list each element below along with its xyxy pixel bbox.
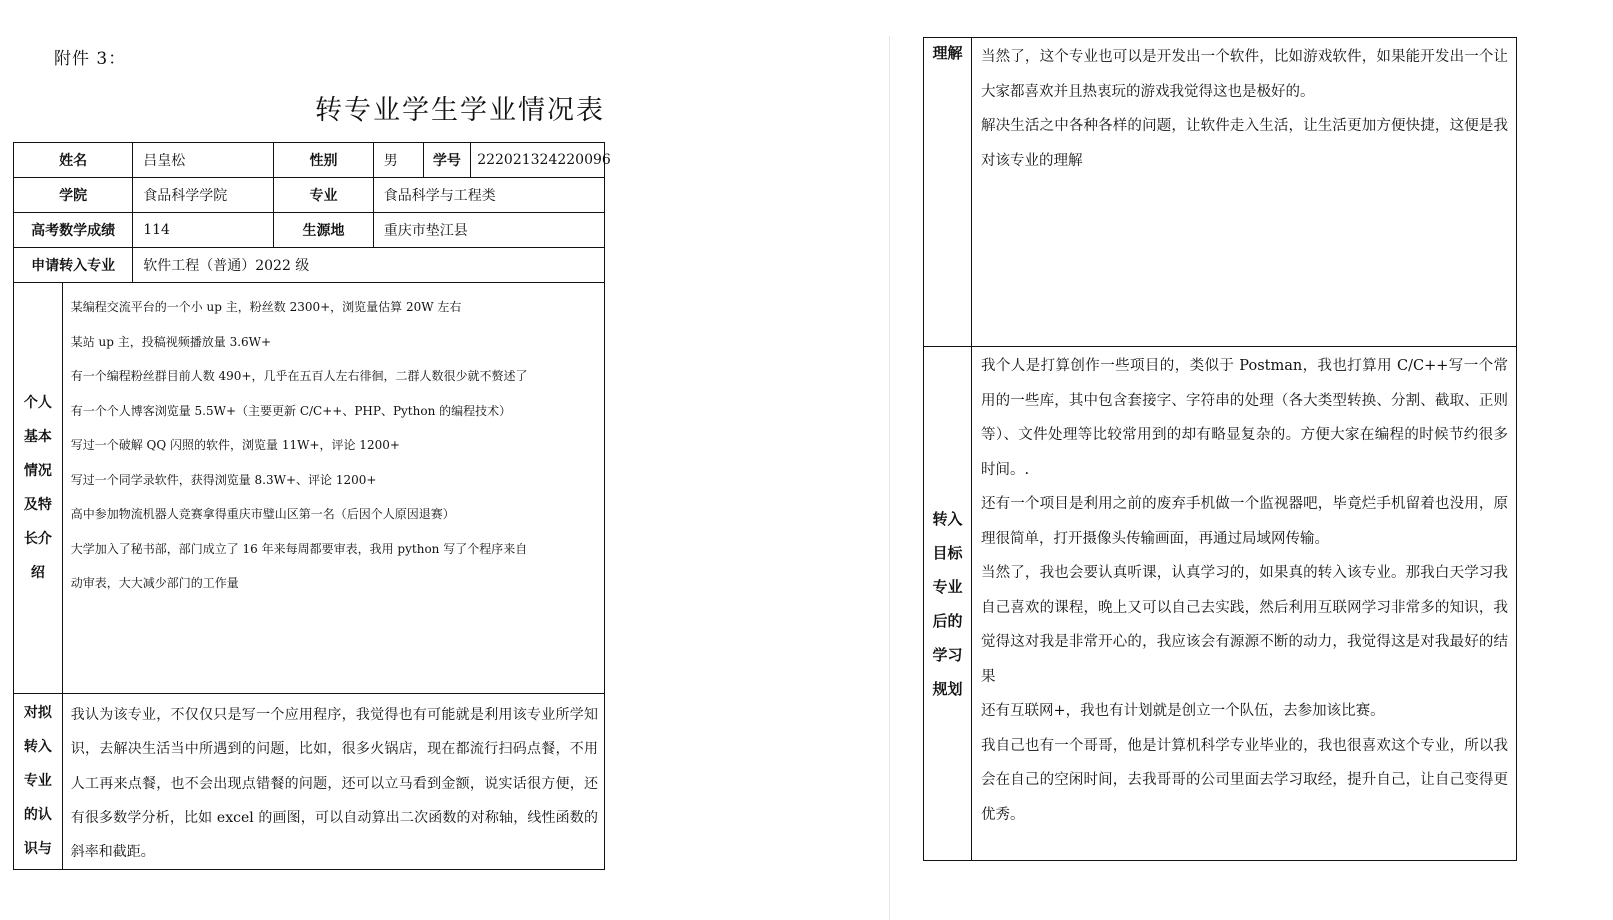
- label-char: 专业: [23, 773, 52, 789]
- origin-label: 生源地: [274, 213, 374, 248]
- label-char: 情况: [23, 463, 52, 479]
- list-item: 有一个编程粉丝群目前人数 490+，几乎在五百人左右徘徊，二群人数很少就不赘述了: [70, 369, 528, 383]
- gender-label: 性别: [274, 143, 374, 178]
- table-row: [14, 213, 605, 248]
- understanding-continued-label: 理解: [924, 38, 972, 347]
- major-label: 专业: [274, 178, 374, 213]
- label-char: 学习: [932, 645, 963, 664]
- table-row: [14, 694, 605, 870]
- student-id-value: 222021324220096: [471, 143, 605, 178]
- apply-major-label: 申请转入专业: [14, 248, 133, 283]
- table-row: [14, 248, 605, 283]
- label-char: 专业: [932, 577, 963, 596]
- major-value: 食品科学与工程类: [373, 178, 604, 213]
- label-char: 转入: [932, 509, 963, 528]
- label-char: 目标: [932, 543, 963, 562]
- origin-value: 重庆市垫江县: [373, 213, 604, 248]
- student-info-table: [13, 142, 611, 870]
- list-item: 大学加入了秘书部，部门成立了 16 年来每周都要审表，我用 python 写了个程序来自: [70, 541, 528, 556]
- understanding-label: [14, 694, 63, 870]
- paragraph: 当然了，这个专业也可以是开发出一个软件，比如游戏软件，如果能开发出一个让大家都喜欢并且热衷玩的游戏我觉得这也是极好的。: [981, 49, 1508, 100]
- list-item: 写过一个破解 QQ 闪照的软件，浏览量 11W+，评论 1200+: [70, 438, 400, 452]
- label-char: 转入: [23, 739, 52, 755]
- list-item: 写过一个同学录软件，获得浏览量 8.3W+、评论 1200+: [70, 472, 377, 487]
- label-char: 的认: [23, 807, 52, 823]
- paragraph: 当然了，我也会要认真听课，认真学习的，如果真的转入该专业。那我白天学习我自己喜欢的课程，晚上又可以自己去实践，然后利用互联网学习非常多的知识，我觉得这对我是非常开心的，我应该会有源源不断的动力，我觉得这是对我最好的结果: [981, 565, 1508, 685]
- paragraph: 我自己也有一个哥哥，他是计算机科学专业毕业的，我也很喜欢这个专业，所以我会在自己的空闲时间，去我哥哥的公司里面去学习取经，提升自己，让自己变得更优秀。: [981, 737, 1508, 823]
- label-char: 识与: [23, 841, 52, 857]
- math-score-label: 高考数学成绩: [14, 213, 133, 248]
- table-row: [14, 283, 605, 694]
- list-item: 某站 up 主，投稿视频播放量 3.6W+: [70, 334, 272, 349]
- attachment-label: 附件 3：: [54, 49, 127, 69]
- label-char: 基本: [23, 429, 52, 445]
- table-row: [924, 38, 1517, 347]
- table-row: [924, 347, 1517, 861]
- college-label: 学院: [14, 178, 133, 213]
- label-char: 规划: [932, 679, 963, 698]
- list-item: 高中参加物流机器人竞赛拿得重庆市璧山区第一名（后因个人原因退赛）: [70, 507, 455, 521]
- study-plan-label: [924, 347, 972, 861]
- math-score-value: 114: [133, 213, 274, 248]
- study-plan-content: [972, 347, 1517, 861]
- paragraph: 还有一个项目是利用之前的废弃手机做一个监视器吧，毕竟烂手机留着也没用，原理很简单，打开摄像头传输画面，再通过局域网传输。: [981, 496, 1508, 547]
- name-value: 吕皇松: [133, 143, 274, 178]
- label-char: 绍: [30, 565, 45, 581]
- list-item: 某编程交流平台的一个小 up 主，粉丝数 2300+，浏览量估算 20W 左右: [70, 300, 462, 314]
- label-char: 及特: [23, 497, 52, 513]
- paragraph: 解决生活之中各种各样的问题，让软件走入生活，让生活更加方便快捷，这便是我对该专业的理解: [981, 118, 1508, 169]
- label-char: 长介: [23, 531, 52, 547]
- understanding-continued-content: [972, 38, 1517, 347]
- list-item: 动审表，大大减少部门的工作量: [70, 576, 239, 590]
- paragraph: 还有互联网+，我也有计划就是创立一个队伍，去参加该比赛。: [981, 703, 1385, 719]
- label-char: 后的: [932, 611, 963, 630]
- personal-info-label: [14, 283, 63, 694]
- list-item: 有一个个人博客浏览量 5.5W+（主要更新 C/C++、PHP、Python 的编程技术）: [70, 403, 512, 418]
- label-char: 个人: [23, 395, 52, 411]
- name-label: 姓名: [14, 143, 133, 178]
- table-row: [14, 178, 605, 213]
- table-row: [14, 143, 605, 178]
- paragraph: 我个人是打算创作一些项目的，类似于 Postman，我也打算用 C/C++写一个常用的一些库，其中包含套接字、字符串的处理（各大类型转换、分割、截取、正则等）、文件处理等比较常用到的却有略显复杂的。方便大家在编程的时候节约很多时间。.: [981, 358, 1508, 478]
- personal-info-content: [62, 283, 604, 694]
- college-value: 食品科学学院: [133, 178, 274, 213]
- understanding-content: [62, 694, 604, 870]
- apply-major-value: 软件工程（普通）2022 级: [133, 248, 605, 283]
- gender-value: 男: [373, 143, 423, 178]
- student-id-label: 学号: [423, 143, 471, 178]
- document-title: 转专业学生学业情况表: [315, 95, 605, 126]
- understanding-text: 我认为该专业，不仅仅只是写一个应用程序，我觉得也有可能就是利用该专业所学知识，去解决生活当中所遇到的问题，比如，很多火锅店，现在都流行扫码点餐，不用人工再来点餐，也不会出现点错餐的问题，还可以立马看到金额，说实话很方便，还有很多数学分析，比如 excel 的画图，可以自动算出二次函数的对称轴，线性函数的斜率和截距。: [70, 707, 598, 861]
- study-plan-table: [923, 37, 1517, 861]
- label-char: 对拟: [23, 705, 52, 721]
